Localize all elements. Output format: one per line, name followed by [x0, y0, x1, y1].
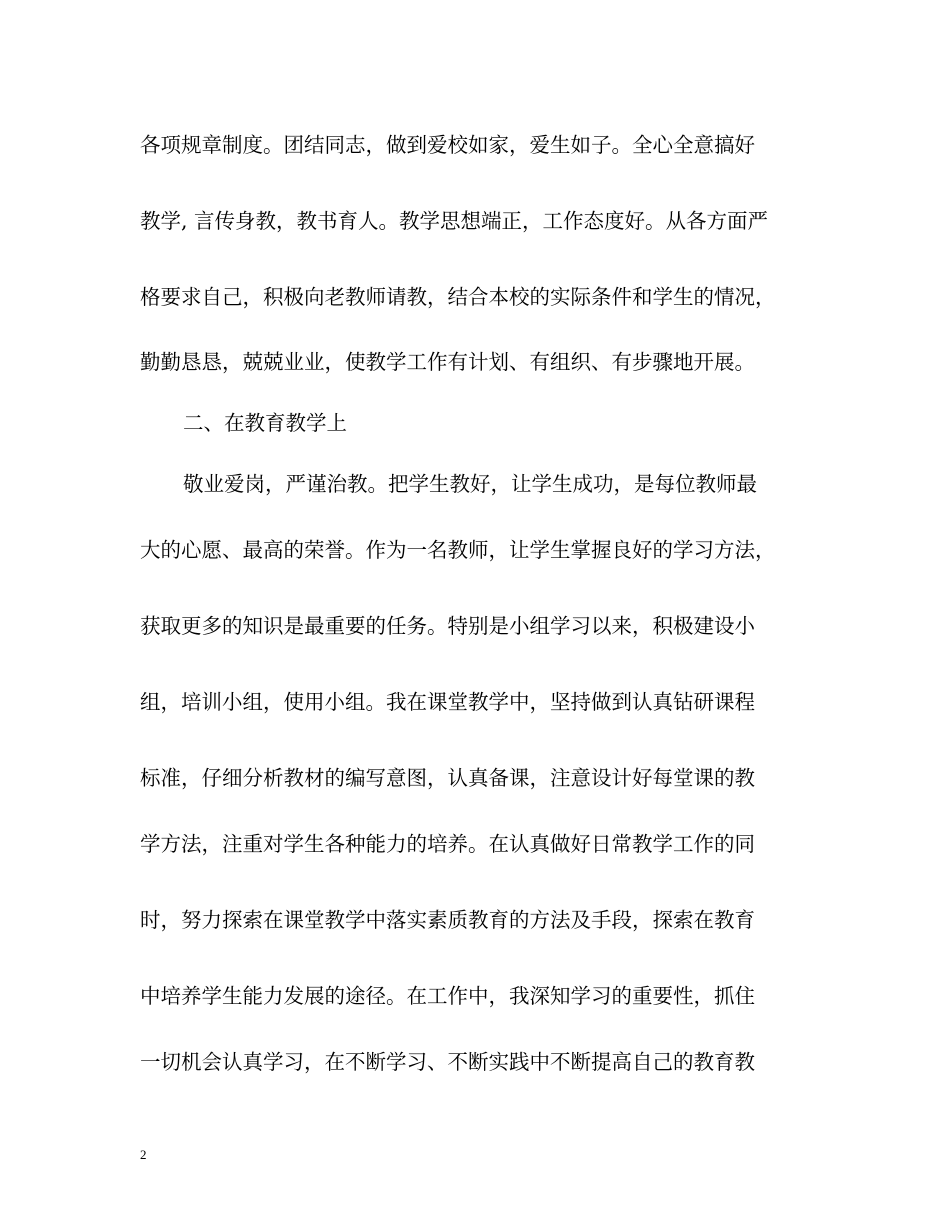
text-line: 一切机会认真学习，在不断学习、不断实践中不断提高自己的教育教: [140, 1050, 755, 1074]
section-heading: 二、在教育教学上: [183, 411, 347, 435]
text-line: 学方法，注重对学生各种能力的培养。在认真做好日常教学工作的同: [140, 832, 755, 856]
page-number: 2: [140, 1147, 147, 1162]
text-line: 格要求自己，积极向老教师请教，结合本校的实际条件和学生的情况，: [140, 285, 776, 309]
text-line: 各项规章制度。团结同志，做到爱校如家，爱生如子。全心全意搞好: [140, 133, 755, 157]
text-line: 大的心愿、最高的荣誉。作为一名教师，让学生掌握良好的学习方法，: [140, 538, 776, 562]
text-line: 时，努力探索在课堂教学中落实素质教育的方法及手段，探索在教育: [140, 908, 755, 932]
text-line: 组，培训小组，使用小组。我在课堂教学中，坚持做到认真钻研课程: [140, 690, 755, 714]
text-line: 获取更多的知识是最重要的任务。特别是小组学习以来，积极建设小: [140, 614, 755, 638]
text-line: 勤勤恳恳，兢兢业业，使教学工作有计划、有组织、有步骤地开展。: [140, 350, 755, 374]
text-line: 教学, 言传身教，教书育人。教学思想端正，工作态度好。从各方面严: [140, 209, 769, 233]
text-line: 标准，仔细分析教材的编写意图，认真备课，注意设计好每堂课的教: [140, 766, 755, 790]
text-line: 中培养学生能力发展的途径。在工作中，我深知学习的重要性，抓住: [140, 984, 755, 1008]
text-line: 敬业爱岗，严谨治教。把学生教好，让学生成功，是每位教师最: [183, 472, 757, 496]
